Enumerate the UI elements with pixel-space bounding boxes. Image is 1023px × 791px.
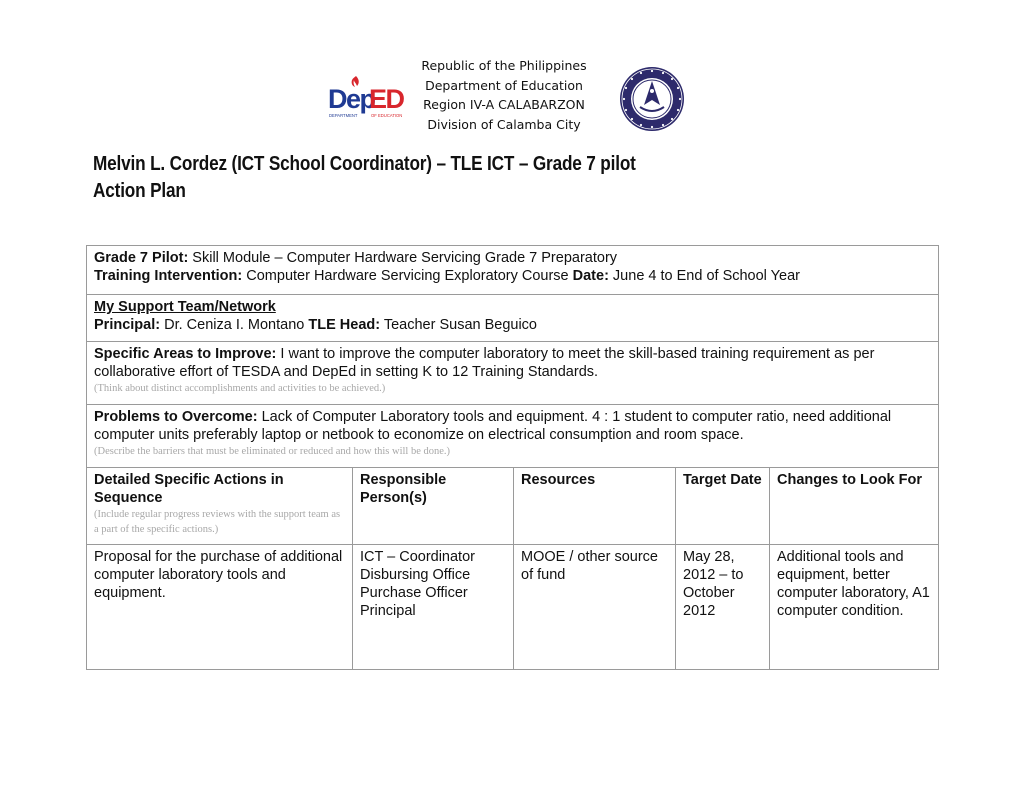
svg-text:Dep: Dep [328, 84, 375, 114]
action-plan-table [86, 245, 939, 670]
deped-logo-icon [326, 74, 406, 122]
instruction-hint: (Describe the barriers that must be eliminated or reduced and how this will be done.) [94, 446, 451, 457]
column-header: Changes to Look For [770, 468, 939, 545]
field-value: Skill Module – Computer Hardware Servicing Grade 7 Preparatory [188, 250, 618, 266]
field-label: Specific Areas to Improve: [94, 346, 277, 362]
field-label: Training Intervention: [94, 268, 243, 284]
grade-pilot-line [94, 249, 932, 267]
training-line [94, 267, 932, 285]
table-row [87, 405, 939, 468]
support-members-line [94, 316, 932, 334]
areas-text [94, 345, 932, 381]
column-header [87, 468, 353, 545]
field-label: TLE Head: [308, 317, 381, 333]
column-header-row [87, 468, 939, 545]
responsible-cell [353, 545, 514, 670]
responsible-person: Disbursing Office [360, 567, 471, 583]
document-title [93, 151, 824, 205]
problems-cell [87, 405, 939, 468]
column-header: Resources [514, 468, 676, 545]
agency-line: Department of Education [425, 77, 583, 93]
field-label: Grade 7 Pilot: [94, 250, 189, 266]
column-header: Target Date [676, 468, 770, 545]
responsible-person: Principal [360, 603, 416, 619]
field-label: Principal: [94, 317, 161, 333]
svg-text:DEPARTMENT: DEPARTMENT [329, 113, 358, 118]
areas-to-improve-cell [87, 342, 939, 405]
table-row [87, 545, 939, 670]
school-seal-icon [618, 65, 686, 133]
table-row [87, 246, 939, 295]
field-value: Dr. Ceniza I. Montano [160, 317, 309, 333]
field-value: Computer Hardware Servicing Exploratory Course [242, 268, 573, 284]
problems-text [94, 408, 932, 444]
title-line: Action Plan [93, 180, 186, 202]
target-date-line: October [683, 585, 735, 601]
target-date-line: May 28, [683, 549, 735, 565]
target-date-line: 2012 – to [683, 567, 744, 583]
agency-line: Division of Calamba City [427, 116, 581, 132]
column-header: Responsible Person(s) [353, 468, 514, 545]
section-heading: My Support Team/Network [94, 299, 276, 315]
field-label: Date: [572, 268, 609, 284]
instruction-hint: (Include regular progress reviews with the support team as a part of the specific actions.) [94, 509, 341, 535]
svg-text:ED: ED [369, 84, 404, 114]
responsible-person: Purchase Officer [360, 585, 468, 601]
field-value: June 4 to End of School Year [608, 268, 800, 284]
field-value: I want to improve the computer laboratory to meet the skill-based training requirement as per collaborative effort of TESDA and DepEd in setting K to 12 Training Standards. [94, 346, 875, 380]
agency-heading [404, 56, 604, 134]
agency-line: Region IV-A CALABARZON [423, 97, 585, 112]
table-row [87, 342, 939, 405]
field-label: Problems to Overcome: [94, 409, 258, 425]
target-date-cell [676, 545, 770, 670]
grade-pilot-cell [87, 246, 939, 295]
table-row [87, 295, 939, 342]
responsible-person: ICT – Coordinator [360, 549, 475, 565]
instruction-hint: (Think about distinct accomplishments and activities to be achieved.) [94, 383, 386, 394]
changes-cell: Additional tools and equipment, better computer laboratory, A1 computer condition. [770, 545, 939, 670]
support-team-cell [87, 295, 939, 342]
action-cell: Proposal for the purchase of additional computer laboratory tools and equipment. [87, 545, 353, 670]
target-date-line: 2012 [683, 603, 716, 619]
column-header-label: Detailed Specific Actions in Sequence [94, 472, 284, 506]
svg-text:OF EDUCATION: OF EDUCATION [371, 113, 403, 118]
field-value: Lack of Computer Laboratory tools and equipment. 4 : 1 student to computer ratio, need additional computer units preferably laptop or netbook to economize on electrical consumption and room space. [94, 409, 892, 443]
agency-line: Republic of the Philippines [421, 58, 587, 73]
title-line: Melvin L. Cordez (ICT School Coordinator) – TLE ICT – Grade 7 pilot [93, 153, 636, 175]
field-value: Teacher Susan Beguico [380, 317, 538, 333]
letterhead [0, 0, 1023, 140]
resources-cell: MOOE / other source of fund [514, 545, 676, 670]
